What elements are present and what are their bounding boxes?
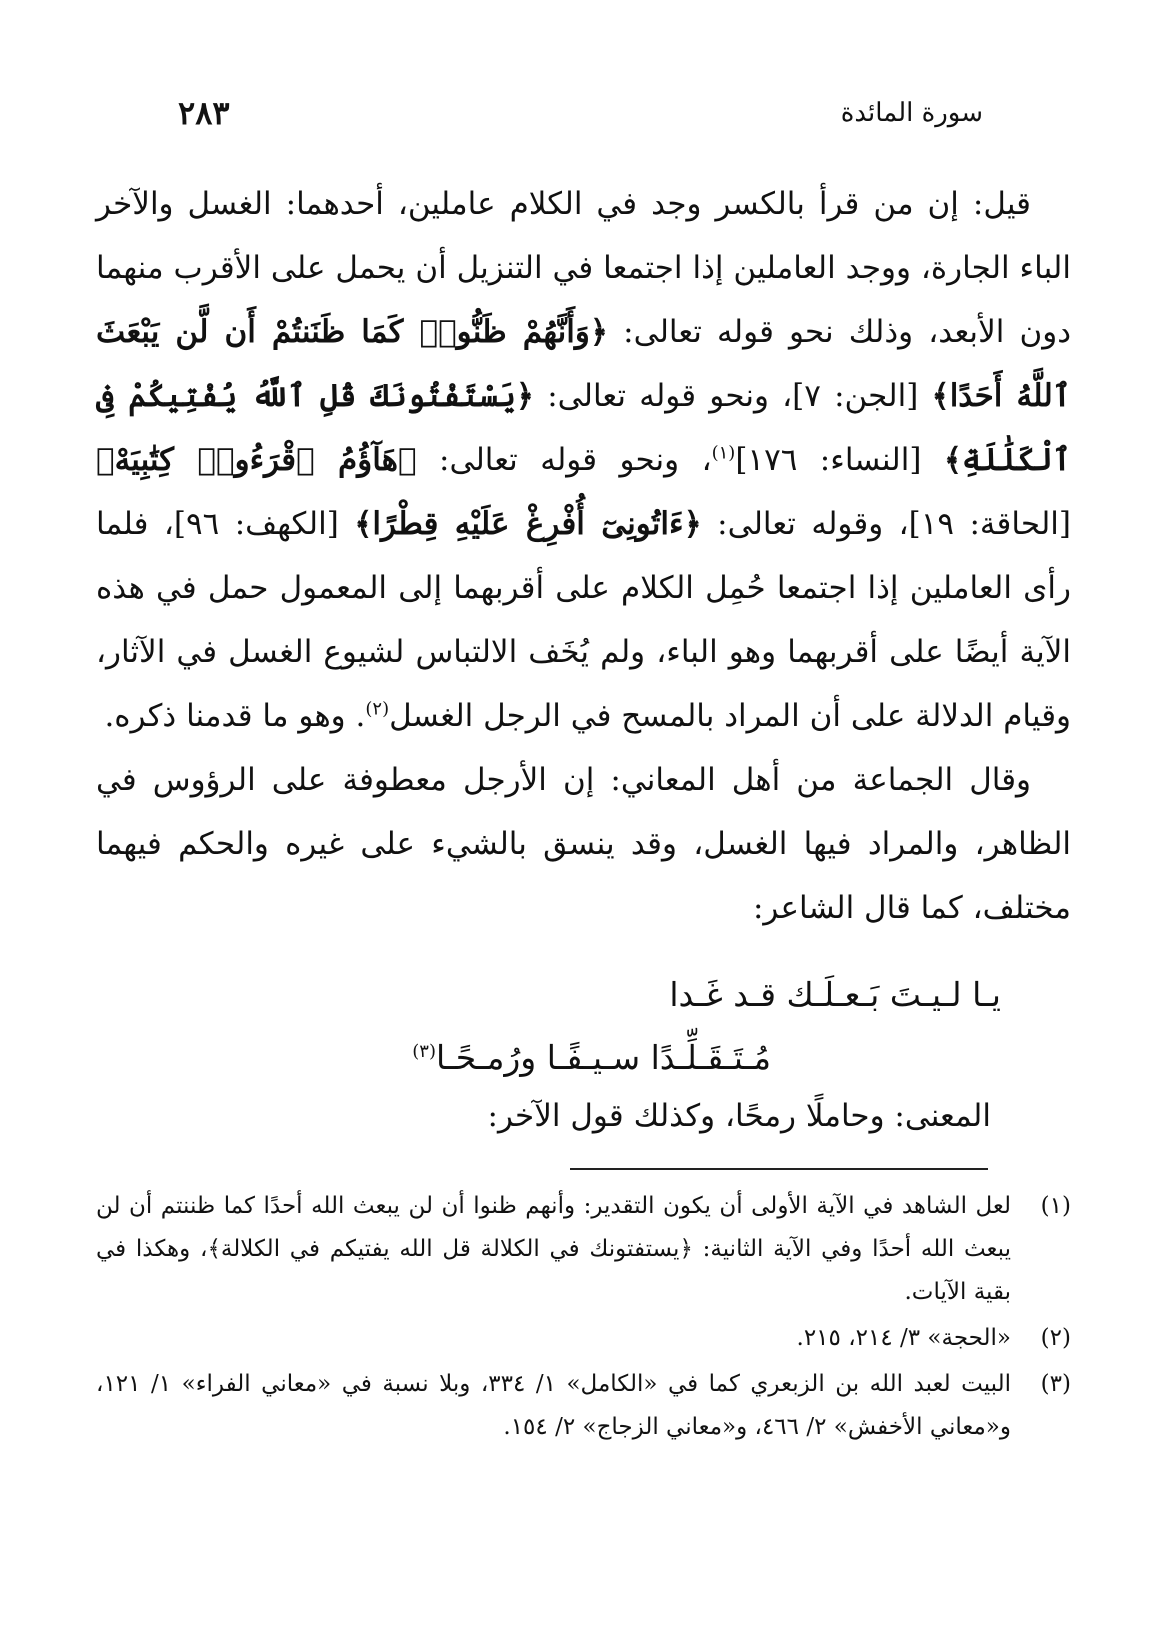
text-segment: ، ونحو قوله تعالى:	[416, 442, 712, 478]
footnote-ref: (١)	[711, 442, 736, 464]
footnote-text: لعل الشاهد في الآية الأولى أن يكون التقدير: وأنهم ظنوا أن لن يبعث الله أحدًا كما ظننتم أن لن يبعث الله أحدًا وفي الآية الثانية: ﴿يستفتونك في الكلالة قل الله يفتيكم في الكلالة﴾، وهكذا في بقية الآيات.	[96, 1193, 1011, 1305]
footnote	[96, 1363, 1071, 1449]
footnote-number: (٢)	[1040, 1325, 1071, 1351]
poem-hemistich-1: يـا لـيـتَ بَـعـلَـك قـد غَـدا	[669, 975, 1001, 1014]
quran-quote: ﴿هَآؤُمُ ٱقْرَءُوا۟ كِتَٰبِيَهْ﴾	[96, 442, 417, 478]
footnote-number: (٣)	[1040, 1371, 1071, 1397]
footnote	[96, 1317, 1071, 1360]
running-title: سورة المائدة	[840, 98, 983, 128]
quran-quote: ﴿وَأَنَّهُمْ ظَنُّوا۟ كَمَا ظَنَنتُمْ أَن لَّن يَبْعَثَ ٱللَّهُ أَحَدًا﴾	[96, 314, 1071, 414]
paragraph-2: وقال الجماعة من أهل المعاني: إن الأرجل معطوفة على الرؤوس في الظاهر، والمراد فيها الغسل، وقد ينسق بالشيء على غيره والحكم فيهما مختلف، كما قال الشاعر:	[96, 762, 1071, 926]
text-segment: [الجن: ٧]، ونحو قوله تعالى:	[534, 378, 932, 414]
footnotes	[96, 1185, 1071, 1452]
footnote-text: «الحجة» ٣/ ٢١٤، ٢١٥.	[796, 1325, 1011, 1351]
footnote-divider	[570, 1168, 988, 1170]
quran-quote: ﴿يَسْتَفْتُونَكَ قُلِ ٱللَّهُ يُفْتِيكُمْ فِى ٱلْكَلَٰلَةِ﴾	[96, 378, 1071, 478]
text-segment: [الحاقة: ١٩]، وقوله تعالى:	[701, 506, 1071, 542]
main-text	[96, 172, 1071, 940]
page-header	[178, 88, 983, 138]
footnote-number: (١)	[1040, 1193, 1071, 1219]
page-number: ٢٨٣	[178, 94, 230, 132]
explanation-line: المعنى: وحاملًا رمحًا، وكذلك قول الآخر:	[487, 1098, 991, 1134]
text-segment: . وهو ما قدمنا ذكره.	[104, 698, 366, 734]
poem-hemistich-2	[100, 1038, 1071, 1077]
text-segment: [الكهف: ٩٦]، فلما رأى العاملين إذا اجتمعا حُمِل الكلام على أقربهما إلى المعمول حمل في هذه الآية أيضًا على أقربهما وهو الباء، ولم يُخَف الالتباس لشيوع الغسل في الآثار، وقيام الدلالة على أن المراد بالمسح في الرجل الغسل	[96, 506, 1071, 734]
paragraph-1	[96, 172, 1071, 748]
footnote-ref: (٢)	[365, 698, 390, 720]
footnote	[96, 1185, 1071, 1314]
text-segment: [النساء: ١٧٦]	[735, 442, 944, 478]
text-segment: قيل: إن من قرأ بالكسر وجد في الكلام عاملين، أحدهما: الغسل والآخر الباء الجارة، ووجد العاملين إذا اجتمعا في التنزيل أن يحمل على الأقرب منهما دون الأبعد، وذلك نحو قوله تعالى:	[96, 186, 1071, 350]
quran-quote: ﴿ءَاتُونِىٓ أُفْرِغْ عَلَيْهِ قِطْرًا﴾	[354, 506, 702, 542]
footnote-ref: (٣)	[412, 1041, 436, 1062]
hemistich-text: مُـتَـقَـلِّـدًا سـيـفًـا ورُمـحًـا	[436, 1038, 771, 1077]
footnote-text: البيت لعبد الله بن الزبعري كما في «الكامل» ١/ ٣٣٤، وبلا نسبة في «معاني الفراء» ١/ ١٢١، و«معاني الأخفش» ٢/ ٤٦٦، و«معاني الزجاج» ٢/ ١٥٤.	[96, 1371, 1011, 1440]
